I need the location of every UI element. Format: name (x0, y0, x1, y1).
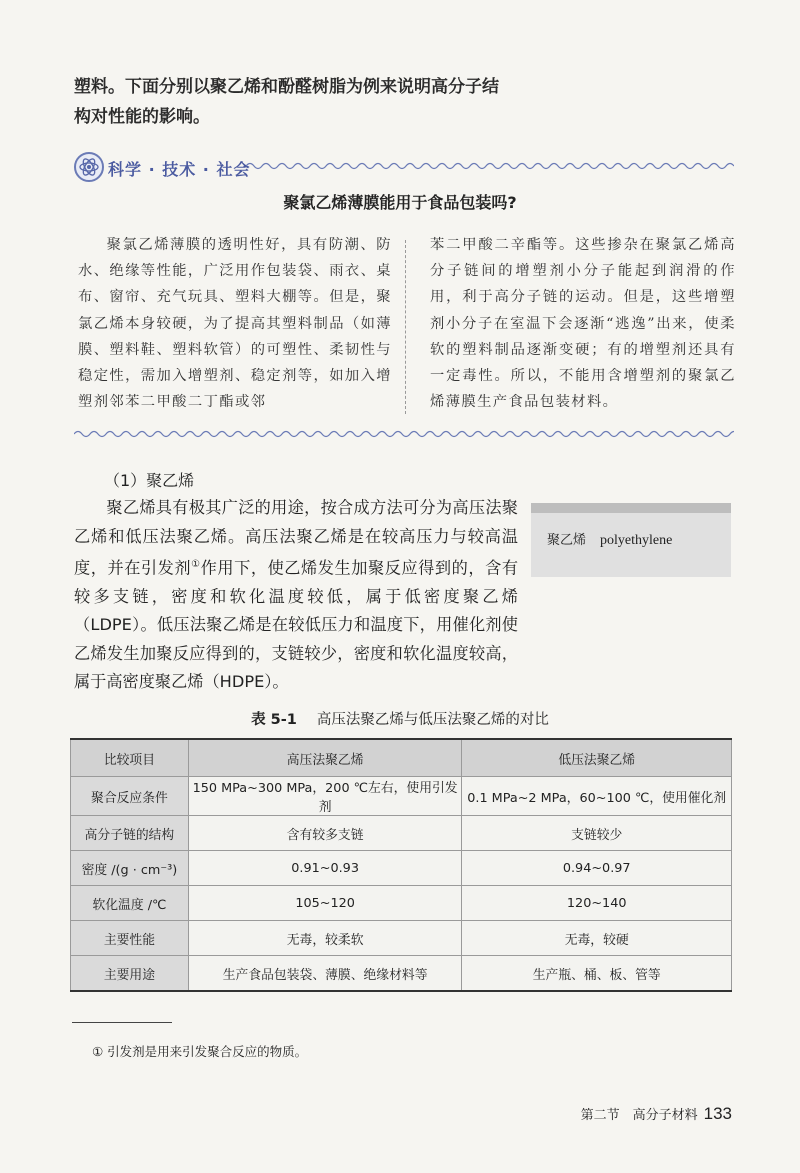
table-cell: 120~140 (462, 886, 732, 921)
term-chinese: 聚乙烯 (547, 533, 587, 548)
paragraph-part-2: 作用下，使乙烯发生加聚反应得到的，含有较多支链，密度和软化温度较低，属于低密度聚乙烯（LDPE）。低压法聚乙烯是在较低压力和温度下，用催化剂使乙烯发生加聚反应得到的，支链较少，密度和软化温度较高，属于高密度聚乙烯（HDPE）。 (74, 558, 519, 692)
table-row (71, 956, 732, 992)
intro-paragraph (74, 72, 534, 132)
box-right-column (430, 232, 736, 415)
box-left-text: 聚氯乙烯薄膜的透明性好，具有防潮、防水、绝缘等性能，广泛用作包装袋、雨衣、桌布、窗帘、充气玩具、塑料大棚等。但是，聚氯乙烯本身较硬，为了提高其塑料制品（如薄膜、塑料鞋、塑料软管）的可塑性、柔韧性与稳定性，需加入增塑剂、稳定剂等，如加入增塑剂邻苯二甲酸二丁酯或邻 (78, 237, 392, 411)
box-title: 聚氯乙烯薄膜能用于食品包装吗? (283, 193, 517, 212)
footer-section: 第二节 高分子材料 (580, 1108, 698, 1123)
column-divider (405, 240, 406, 414)
table-header-cell: 低压法聚乙烯 (462, 739, 732, 777)
table-header-row (71, 739, 732, 777)
section-paragraph (74, 494, 518, 697)
table-cell: 生产食品包装袋、薄膜、绝缘材料等 (188, 956, 462, 992)
table-caption (0, 708, 800, 729)
table-cell: 0.91~0.93 (188, 851, 462, 886)
table-row (71, 777, 732, 816)
table-cell: 0.94~0.97 (462, 851, 732, 886)
table-cell: 150 MPa~300 MPa，200 ℃左右，使用引发剂 (188, 777, 462, 816)
paragraph-part-1: 聚乙烯具有极其广泛的用途，按合成方法可分为高压法聚乙烯和低压法聚乙烯。高压法聚乙烯是在较高压力与较高温度，并在引发剂 (74, 498, 518, 578)
term-english: polyethylene (600, 533, 673, 548)
table-number: 表 5-1 (251, 712, 297, 728)
table-title: 高压法聚乙烯与低压法聚乙烯的对比 (316, 712, 549, 728)
glossary-sidebox (531, 503, 731, 577)
box-right-text: 苯二甲酸二辛酯等。这些掺杂在聚氯乙烯高分子链间的增塑剂小分子能起到润滑的作用，利于高分子链的运动。但是，这些增塑剂小分子在室温下会逐渐“逃逸”出来，使柔软的塑料制品逐渐变硬；有的增塑剂还具有一定毒性。所以，不能用含增塑剂的聚氯乙烯薄膜生产食品包装材料。 (430, 237, 736, 411)
table-row (71, 851, 732, 886)
box-category-label: 科学 · 技术 · 社会 (108, 160, 251, 179)
intro-line-2: 构对性能的影响。 (74, 107, 210, 127)
table-cell: 支链较少 (462, 816, 732, 851)
table-cell: 含有较多支链 (188, 816, 462, 851)
table-cell: 无毒，较硬 (462, 921, 732, 956)
intro-line-1: 塑料。下面分别以聚乙烯和酚醛树脂为例来说明高分子结 (74, 77, 499, 97)
footnote: ① 引发剂是用来引发聚合反应的物质。 (92, 1044, 308, 1059)
table-cell: 105~120 (188, 886, 462, 921)
table-header-cell: 高压法聚乙烯 (188, 739, 462, 777)
footnote-rule (72, 1022, 172, 1023)
table-cell: 生产瓶、桶、板、管等 (462, 956, 732, 992)
box-top-wavy-rule (246, 160, 734, 172)
row-label: 密度 /(g · cm⁻³) (71, 851, 189, 886)
row-label: 软化温度 /℃ (71, 886, 189, 921)
footnote-ref-mark[interactable]: ① (191, 559, 201, 570)
table-row (71, 886, 732, 921)
page-number: 133 (703, 1104, 732, 1123)
row-label: 聚合反应条件 (71, 777, 189, 816)
row-label: 主要用途 (71, 956, 189, 992)
table-row (71, 921, 732, 956)
table-cell: 0.1 MPa~2 MPa，60~100 ℃，使用催化剂 (462, 777, 732, 816)
sidebox-term (547, 529, 672, 549)
section-body (74, 494, 518, 697)
comparison-table (70, 738, 732, 992)
page-footer (581, 1104, 732, 1124)
row-label: 高分子链的结构 (71, 816, 189, 851)
box-bottom-wavy-rule (74, 428, 734, 440)
section-heading: （1）聚乙烯 (104, 471, 195, 490)
table-cell: 无毒，较柔软 (188, 921, 462, 956)
table-header-cell: 比较项目 (71, 739, 189, 777)
science-atom-icon (74, 152, 104, 182)
box-left-column (78, 232, 392, 415)
sidebox-top-bar (531, 503, 731, 513)
row-label: 主要性能 (71, 921, 189, 956)
table-row (71, 816, 732, 851)
